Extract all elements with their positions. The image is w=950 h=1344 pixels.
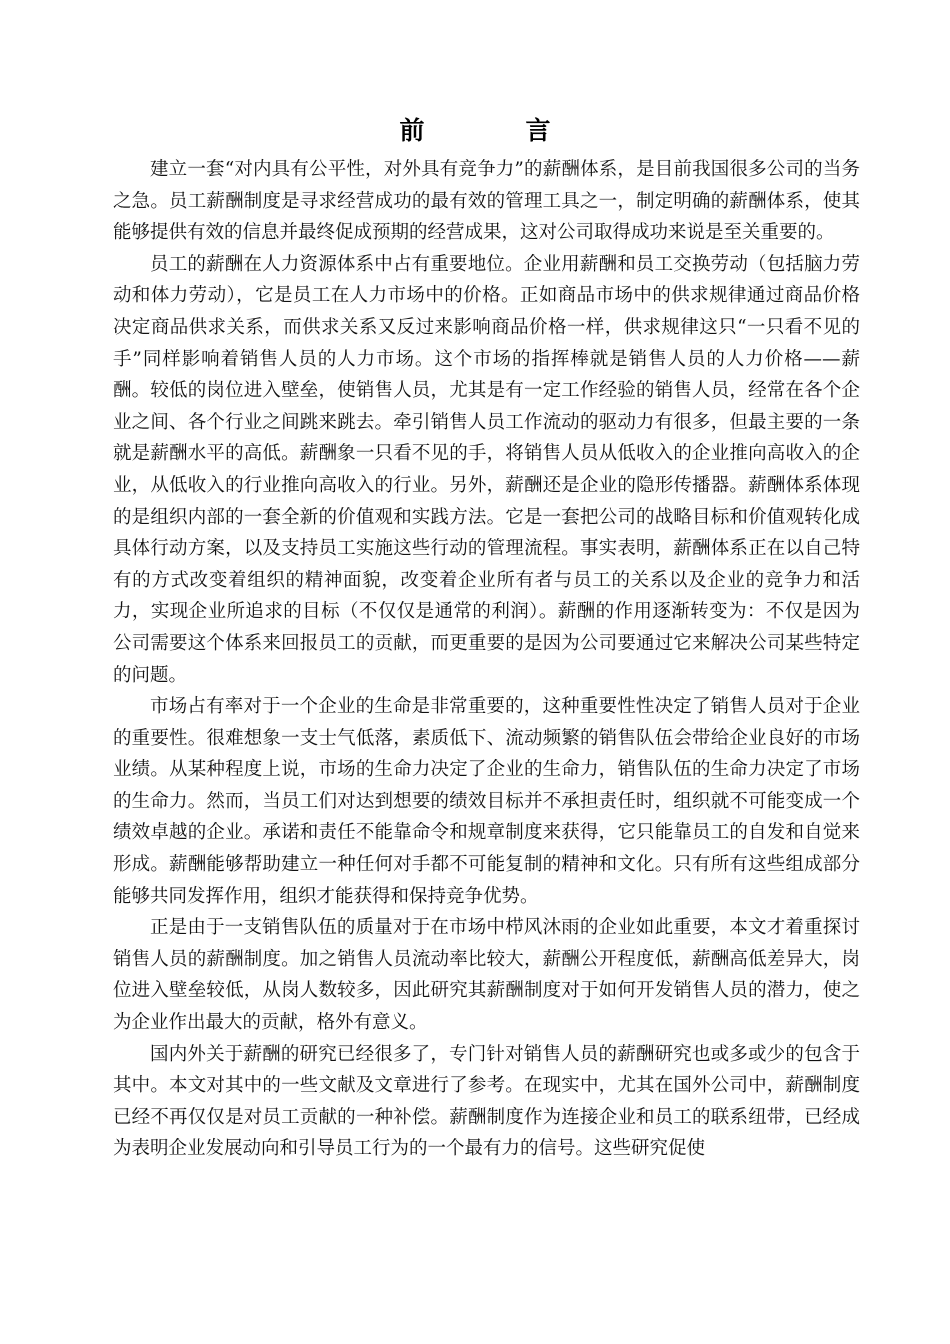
document-body [113, 154, 860, 1165]
paragraph: 建立一套“对内具有公平性，对外具有竞争力”的薪酬体系，是目前我国很多公司的当务之急。员工薪酬制度是寻求经营成功的最有效的管理工具之一，制定明确的薪酬体系，使其能够提供有效的信息并最终促成预期的经营成果，这对公司取得成功来说是至关重要的。 [113, 159, 860, 244]
paragraph: 国内外关于薪酬的研究已经很多了，专门针对销售人员的薪酬研究也或多或少的包含于其中。本文对其中的一些文献及文章进行了参考。在现实中，尤其在国外公司中，薪酬制度已经不再仅仅是对员工贡献的一种补偿。薪酬制度作为连接企业和员工的联系纽带，已经成为表明企业发展动向和引导员工行为的一个最有力的信号。这些研究促使 [113, 1043, 860, 1160]
document-title: 前 言 [399, 116, 589, 145]
paragraph: 市场占有率对于一个企业的生命是非常重要的，这种重要性性决定了销售人员对于企业的重要性。很难想象一支士气低落，素质低下、流动频繁的销售队伍会带给企业良好的市场业绩。从某种程度上说，市场的生命力决定了企业的生命力，销售队伍的生命力决定了市场的生命力。然而，当员工们对达到想要的绩效目标并不承担责任时，组织就不可能变成一个绩效卓越的企业。承诺和责任不能靠命令和规章制度来获得，它只能靠员工的自发和自觉来形成。薪酬能够帮助建立一种任何对手都不可能复制的精神和文化。只有所有这些组成部分能够共同发挥作用，组织才能获得和保持竞争优势。 [113, 696, 860, 907]
paragraph: 员工的薪酬在人力资源体系中占有重要地位。企业用薪酬和员工交换劳动（包括脑力劳动和体力劳动），它是员工在人力市场中的价格。正如商品市场中的供求规律通过商品价格决定商品供求关系，而供求关系又反过来影响商品价格一样，供求规律这只“一只看不见的手”同样影响着销售人员的人力市场。这个市场的指挥棒就是销售人员的人力价格——薪酬。较低的岗位进入壁垒，使销售人员，尤其是有一定工作经验的销售人员，经常在各个企业之间、各个行业之间跳来跳去。牵引销售人员工作流动的驱动力有很多，但最主要的一条就是薪酬水平的高低。薪酬象一只看不见的手，将销售人员从低收入的企业推向高收入的企业，从低收入的行业推向高收入的行业。另外，薪酬还是企业的隐形传播器。薪酬体系体现的是组织内部的一套全新的价值观和实践方法。它是一套把公司的战略目标和价值观转化成具体行动方案，以及支持员工实施这些行动的管理流程。事实表明，薪酬体系正在以自己特有的方式改变着组织的精神面貌，改变着企业所有者与员工的关系以及企业的竞争力和活力，实现企业所追求的目标（不仅仅是通常的利润）。薪酬的作用逐渐转变为：不仅是因为公司需要这个体系来回报员工的贡献，而更重要的是因为公司要通过它来解决公司某些特定的问题。 [113, 253, 860, 686]
paragraph: 正是由于一支销售队伍的质量对于在市场中栉风沐雨的企业如此重要，本文才着重探讨销售人员的薪酬制度。加之销售人员流动率比较大，薪酬公开程度低，薪酬高低差异大，岗位进入壁垒较低，从岗人数较多，因此研究其薪酬制度对于如何开发销售人员的潜力，使之为企业作出最大的贡献，格外有意义。 [113, 917, 860, 1034]
